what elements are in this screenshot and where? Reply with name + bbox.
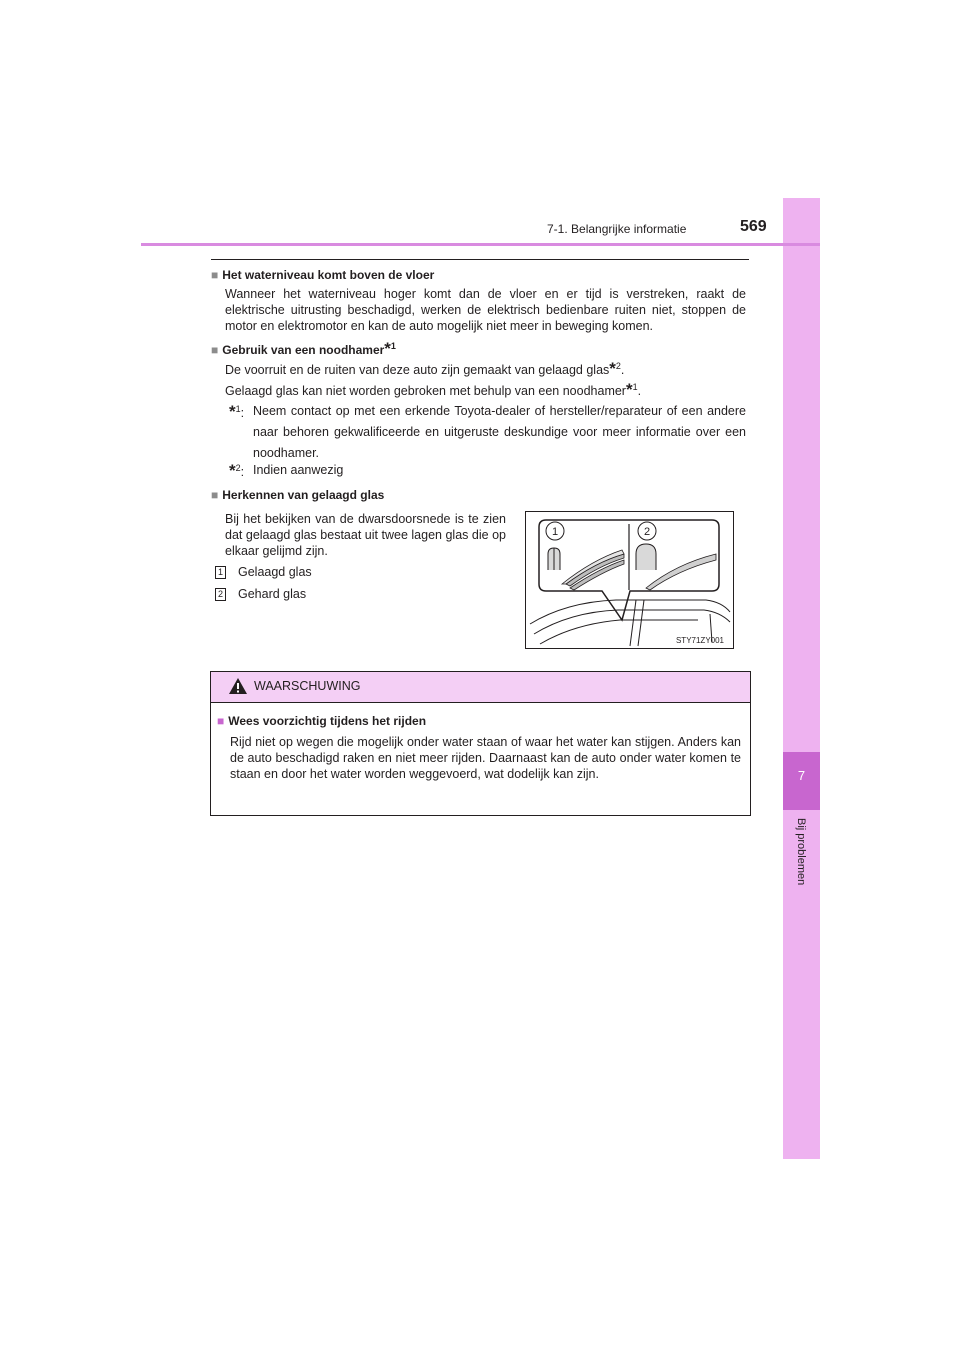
content-top-rule <box>211 259 749 260</box>
footnote-star-icon: * <box>229 402 236 421</box>
section-heading-glass: ■ Herkennen van gelaagd glas <box>211 488 385 502</box>
svg-text:2: 2 <box>643 526 651 538</box>
section-text-water: Wanneer het waterniveau hoger komt dan de vloer en er tijd is verstreken, raakt de elektrische uitrusting beschadigd, werken de elektrisch bedienbare ruiten niet, stoppen de motor en elektromotor en kan de auto mogelijk niet meer in beweging komen. <box>225 287 746 333</box>
hammer-line-2: Gelaagd glas kan niet worden gebroken met behulp van een noodhamer*$^1$. <box>225 380 642 399</box>
svg-text:STY71ZY001: STY71ZY001 <box>675 636 724 645</box>
chapter-number: 7 <box>797 768 806 783</box>
svg-text:1: 1 <box>551 526 559 538</box>
warning-box <box>210 671 751 816</box>
warning-heading: ■ Wees voorzichtig tijdens het rijden <box>217 714 427 728</box>
chapter-side-tab <box>783 198 820 1159</box>
hammer-line-1: De voorruit en de ruiten van deze auto zijn gemaakt van gelaagd glas*$^2$. <box>225 359 625 378</box>
section-heading-hammer: ■ Gebruik van een noodhamer*$^1$ <box>211 339 396 358</box>
glass-cross-section-illustration <box>526 512 733 648</box>
chapter-title: 7-1. Belangrijke informatie <box>547 222 687 236</box>
legend-item: 2 Gehard glas <box>215 587 306 601</box>
glass-cross-section-figure <box>525 511 734 649</box>
section-text-glass: Bij het bekijken van de dwarsdoorsnede is te zien dat gelaagd glas bestaat uit twee lagen glas die op elkaar gelijmd zijn. <box>225 512 506 558</box>
header-divider <box>141 243 820 246</box>
warning-text: Rijd niet op wegen die mogelijk onder water staan of waar het water kan stijgen. Anders kan de auto beschadigd raken en niet meer rijden. Daarnaast kan de auto onder water komen te staan en door het water worden weggevoerd, wat dodelijk kan zijn. <box>230 735 741 781</box>
square-bullet-icon: ■ <box>211 343 219 357</box>
footnote-1: *$^1$: Neem contact op met een erkende Toyota-dealer of hersteller/reparateur of een andere naar behoren gekwalificeerde en uitgeruste deskundige voor meer informatie over een noodhamer. <box>229 402 746 460</box>
footnote-2: *$^2$: Indien aanwezig <box>229 461 344 480</box>
warning-title: WAARSCHUWING <box>254 679 361 693</box>
square-bullet-icon: ■ <box>211 268 219 282</box>
square-bullet-icon: ■ <box>211 488 219 502</box>
page-number: 569 <box>740 218 767 235</box>
square-bullet-icon: ■ <box>217 714 225 728</box>
footnote-star-icon: * <box>384 339 391 358</box>
legend-item: 1 Gelaagd glas <box>215 565 312 579</box>
warning-triangle-icon <box>228 677 248 700</box>
footnote-star-icon: * <box>625 380 633 399</box>
chapter-label: Bij problemen <box>795 818 807 886</box>
footnote-star-icon: * <box>609 359 616 378</box>
footnote-star-icon: * <box>229 461 236 480</box>
warning-header <box>211 672 750 703</box>
section-heading-water: ■ Het waterniveau komt boven de vloer <box>211 268 435 282</box>
